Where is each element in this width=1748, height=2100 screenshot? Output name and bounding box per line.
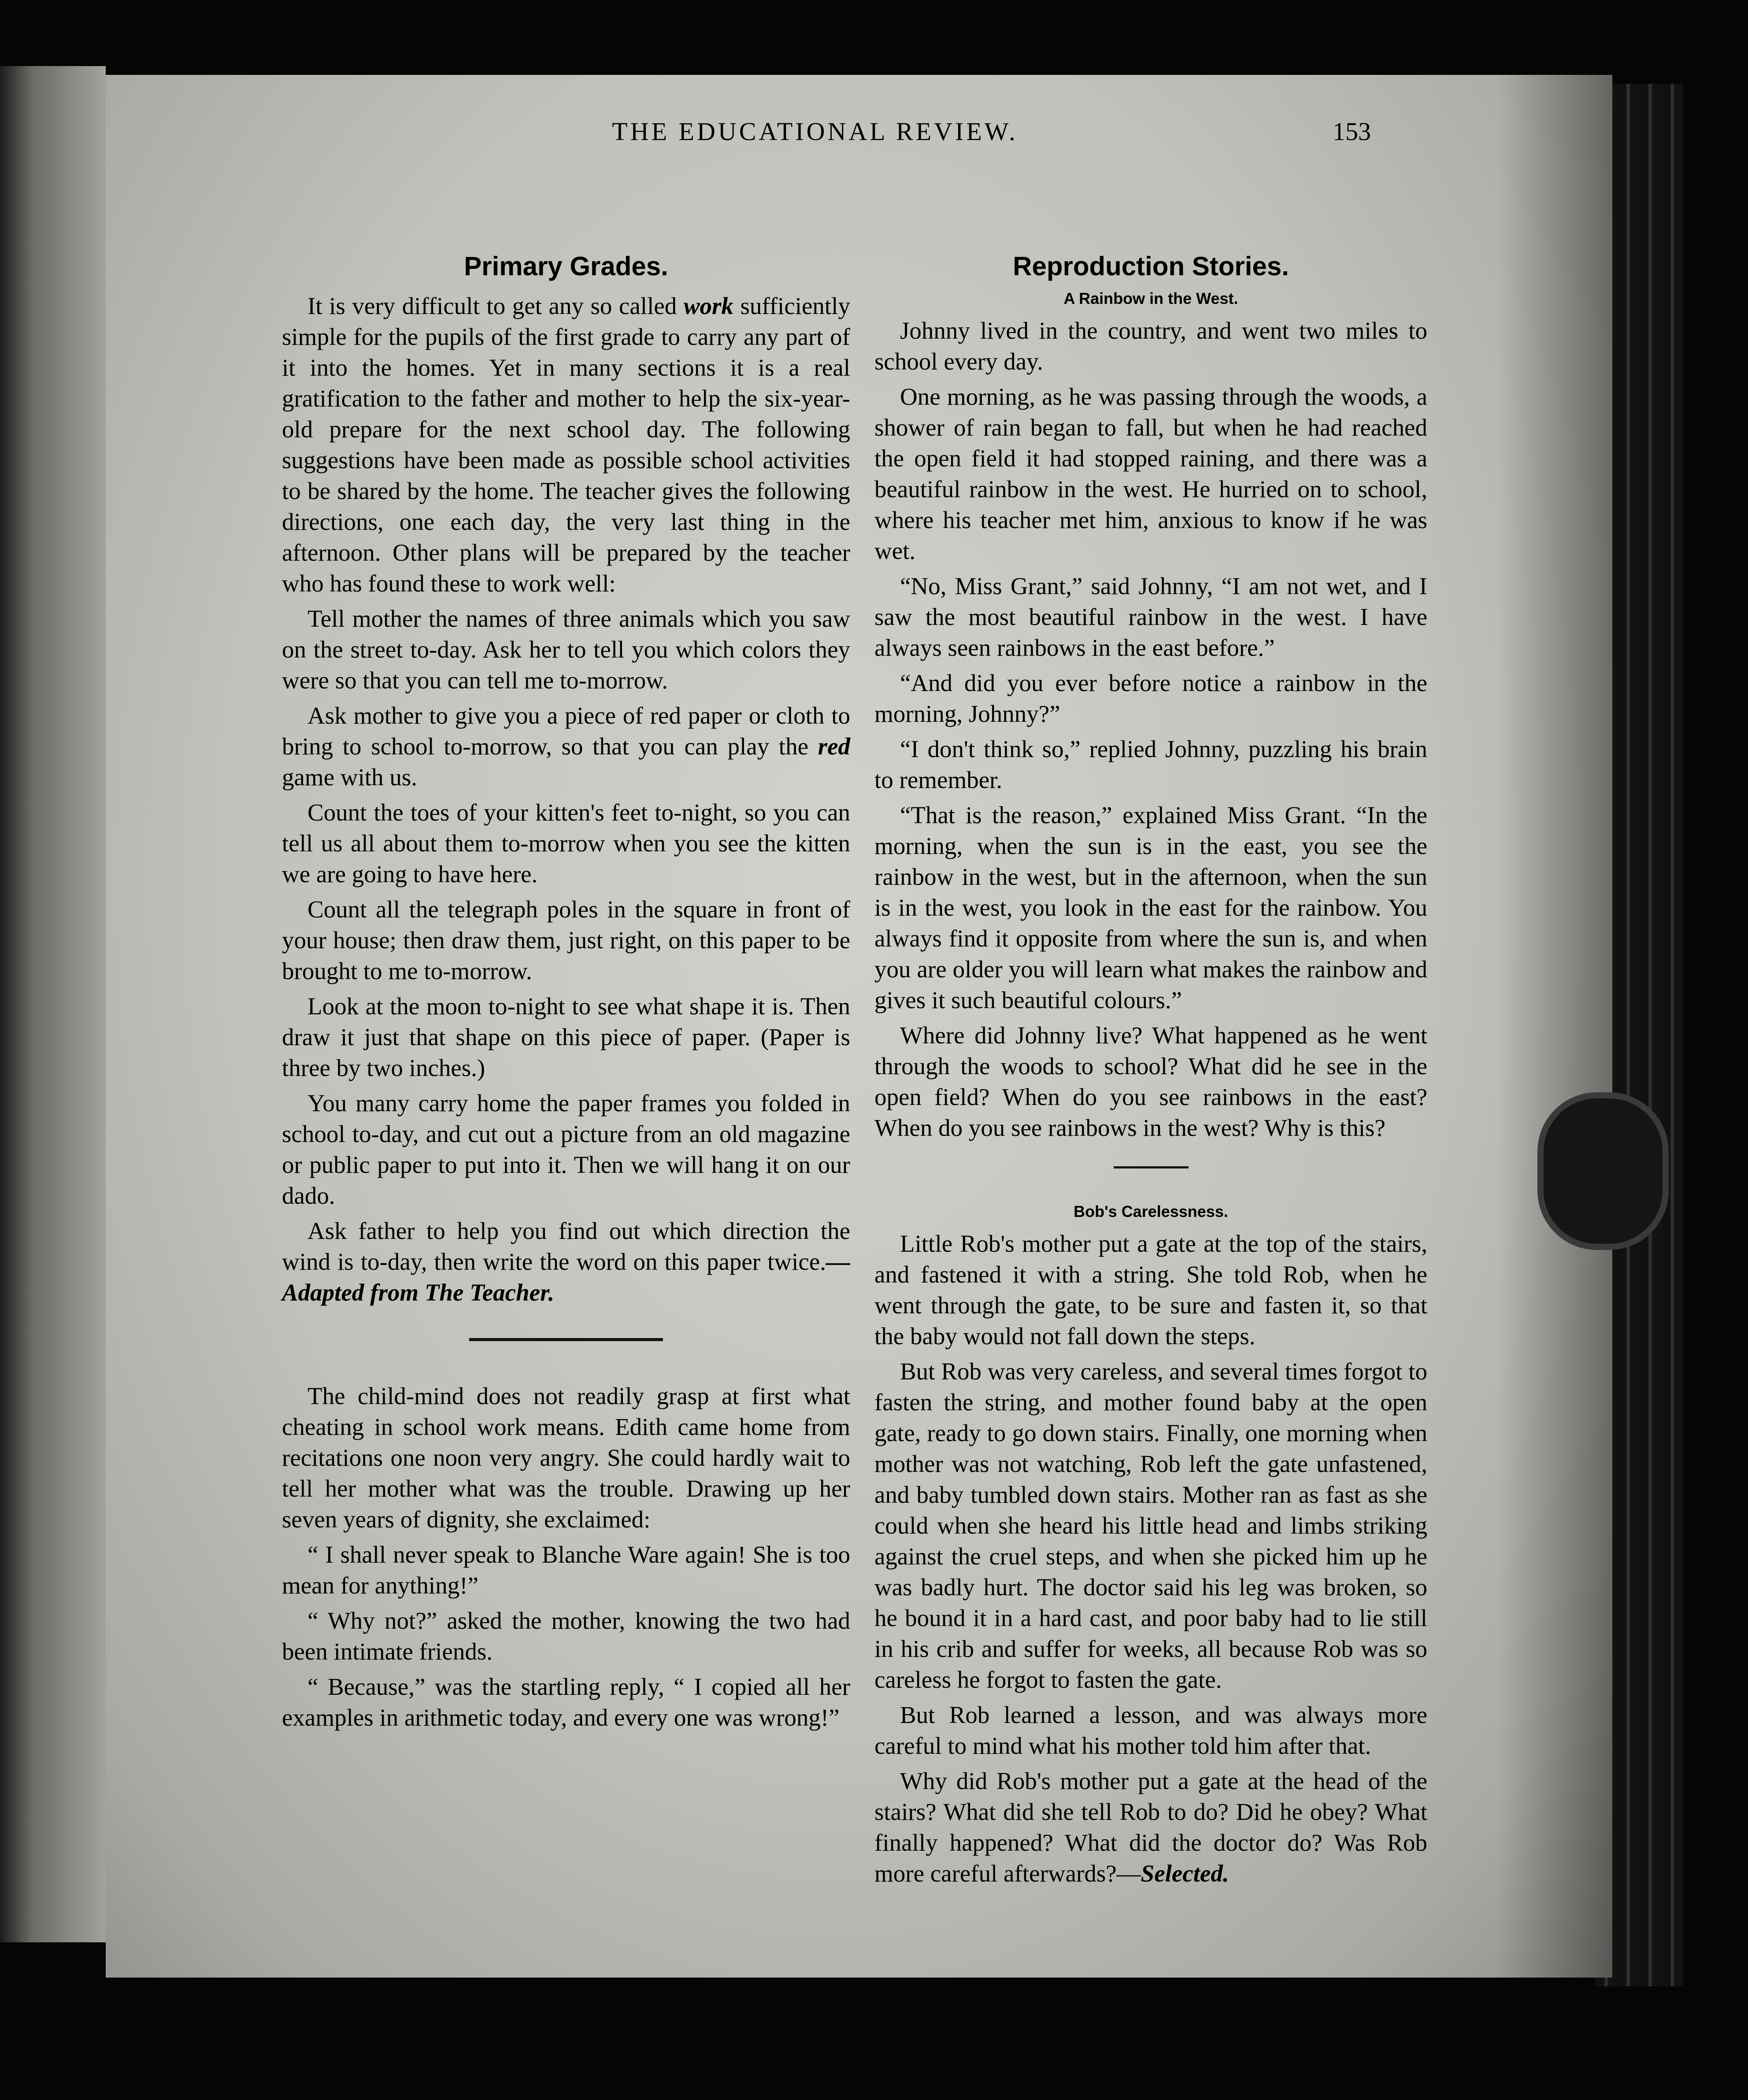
- direction-telegraph: Count all the telegraph poles in the square in front of your house; then draw them, just right, on this paper to be brought to me to-morrow.: [282, 896, 850, 984]
- rainbow-p2: One morning, as he was passing through the woods, a shower of rain began to fall, but when he had reached the open field it had stopped raining, and there was a beautiful rainbow in the west. He hurried on to school, where his teacher met him, anxious to know if he was wet.: [874, 383, 1427, 564]
- right-column: [874, 247, 1427, 1893]
- red-paper-text-b: game with us.: [282, 764, 418, 791]
- child-mind-paragraph: The child-mind does not readily grasp at first what cheating in school work means. Edith came home from recitations one noon very angry. She could hardly wait to tell her mother what was the trouble. Drawing up her seven years of dignity, she exclaimed:: [282, 1383, 850, 1533]
- running-header: THE EDUCATIONAL REVIEW.: [612, 117, 1018, 146]
- section-divider: [469, 1338, 663, 1341]
- intro-text-a: It is very difficult to get any so called: [307, 292, 684, 319]
- rainbow-p1: Johnny lived in the country, and went two miles to school every day.: [874, 317, 1427, 375]
- rob-questions: [874, 1766, 1427, 1889]
- rainbow-subheading: A Rainbow in the West.: [1063, 289, 1238, 307]
- rainbow-p3: “No, Miss Grant,” said Johnny, “I am not wet, and I saw the most beautiful rainbow in the west. I have always seen rainbows in the east before.”: [874, 573, 1427, 661]
- page-shadow: [1498, 75, 1612, 1978]
- direction-moon: Look at the moon to-night to see what shape it is. Then draw it just that shape on this piece of paper. (Paper is three by two inches.): [282, 993, 850, 1081]
- left-page-edge: [0, 66, 106, 1942]
- direction-wind: [282, 1216, 850, 1308]
- rainbow-questions: Where did Johnny live? What happened as he went through the woods to school? What did he see in the open field? When do you see rainbows in the east? When do you see rainbows in the west? Why is this?: [874, 1022, 1427, 1141]
- direction-frames: You many carry home the paper frames you folded in school to-day, and cut out a picture from an old magazine or public paper to put into it. Then we will hang it on our dado.: [282, 1090, 850, 1209]
- reproduction-stories-heading: Reproduction Stories.: [1013, 251, 1289, 281]
- rob-p1: Little Rob's mother put a gate at the top of the stairs, and fastened it with a string. She told Rob, when he went through the gate, to be sure and fasten it, so that the baby would not fall down the steps.: [874, 1230, 1427, 1349]
- page-number: 153: [1333, 117, 1371, 146]
- rainbow-p5: “I don't think so,” replied Johnny, puzzling his brain to remember.: [874, 736, 1427, 793]
- wind-source: —Adapted from The Teacher.: [282, 1248, 850, 1306]
- page-clip: [1537, 1092, 1669, 1250]
- rob-p2: But Rob was very careless, and several times forgot to fasten the string, and mother found baby at the open gate, ready to go down stairs. Finally, one morning when mother was not watching, Rob left the gate unfastened, and baby tumbled down stairs. Mother ran as fast as she could when she heard his little head and limbs striking against the cruel steps, and when she picked him up he was badly hurt. The doctor said his leg was broken, so he bound it in a hard cast, and poor baby had to lie still in his crib and suffer for weeks, all because Rob was so careless he forgot to fasten the gate.: [874, 1358, 1427, 1693]
- intro-paragraph: [282, 291, 850, 599]
- rainbow-p4: “And did you ever before notice a rainbow in the morning, Johnny?”: [874, 669, 1427, 727]
- rob-source: Selected.: [1141, 1860, 1229, 1887]
- rob-questions-text: Why did Rob's mother put a gate at the head of the stairs? What did she tell Rob to do? Did he obey? What finally happened? What did the doctor do? Was Rob more careful afterwards?—: [874, 1767, 1427, 1887]
- story-divider: [1114, 1166, 1189, 1168]
- left-column: [282, 247, 850, 1738]
- quote-blanche: “ I shall never speak to Blanche Ware again! She is too mean for anything!”: [282, 1541, 850, 1599]
- intro-text-b: sufficiently simple for the pupils of the first grade to carry any part of it into the homes. Yet in many sections it is a real gratification to the father and mother to help the six-year-old prepare for the next school day. The following suggestions have been made as possible school activities to be shared by the home. The teacher gives the following directions, one each day, the very last thing in the afternoon. Other plans will be prepared by the teacher who has found these to work well:: [282, 292, 850, 597]
- wind-text: Ask father to help you find out which direction the wind is to-day, then write the word on this paper twice.: [282, 1217, 850, 1275]
- carelessness-subheading: Bob's Carelessness.: [1074, 1202, 1228, 1220]
- direction-animals: Tell mother the names of three animals which you saw on the street to-day. Ask her to tell you which colors they were so that you can tell me to-morrow.: [282, 605, 850, 694]
- red-paper-text-a: Ask mother to give you a piece of red paper or cloth to bring to school to-morrow, so that you can play the: [282, 702, 850, 760]
- rob-p3: But Rob learned a lesson, and was always more careful to mind what his mother told him after that.: [874, 1701, 1427, 1759]
- direction-red-paper: [282, 700, 850, 793]
- rainbow-p6: “That is the reason,” explained Miss Grant. “In the morning, when the sun is in the east, you see the rainbow in the west, but in the afternoon, when the sun is in the west, you look in the east for the rainbow. You always find it opposite from where the sun is, and when you are older you will learn what makes the rainbow and gives it such beautiful colours.”: [874, 802, 1427, 1013]
- quote-because: “ Because,” was the startling reply, “ I copied all her examples in arithmetic today, and every one was wrong!”: [282, 1673, 850, 1731]
- intro-emphasis: work: [683, 292, 733, 319]
- primary-grades-heading: Primary Grades.: [464, 251, 668, 281]
- direction-kitten: Count the toes of your kitten's feet to-night, so you can tell us all about them to-morrow when you see the kitten we are going to have here.: [282, 799, 850, 887]
- red-paper-emphasis: red: [818, 733, 850, 760]
- quote-why-not: “ Why not?” asked the mother, knowing the two had been intimate friends.: [282, 1607, 850, 1665]
